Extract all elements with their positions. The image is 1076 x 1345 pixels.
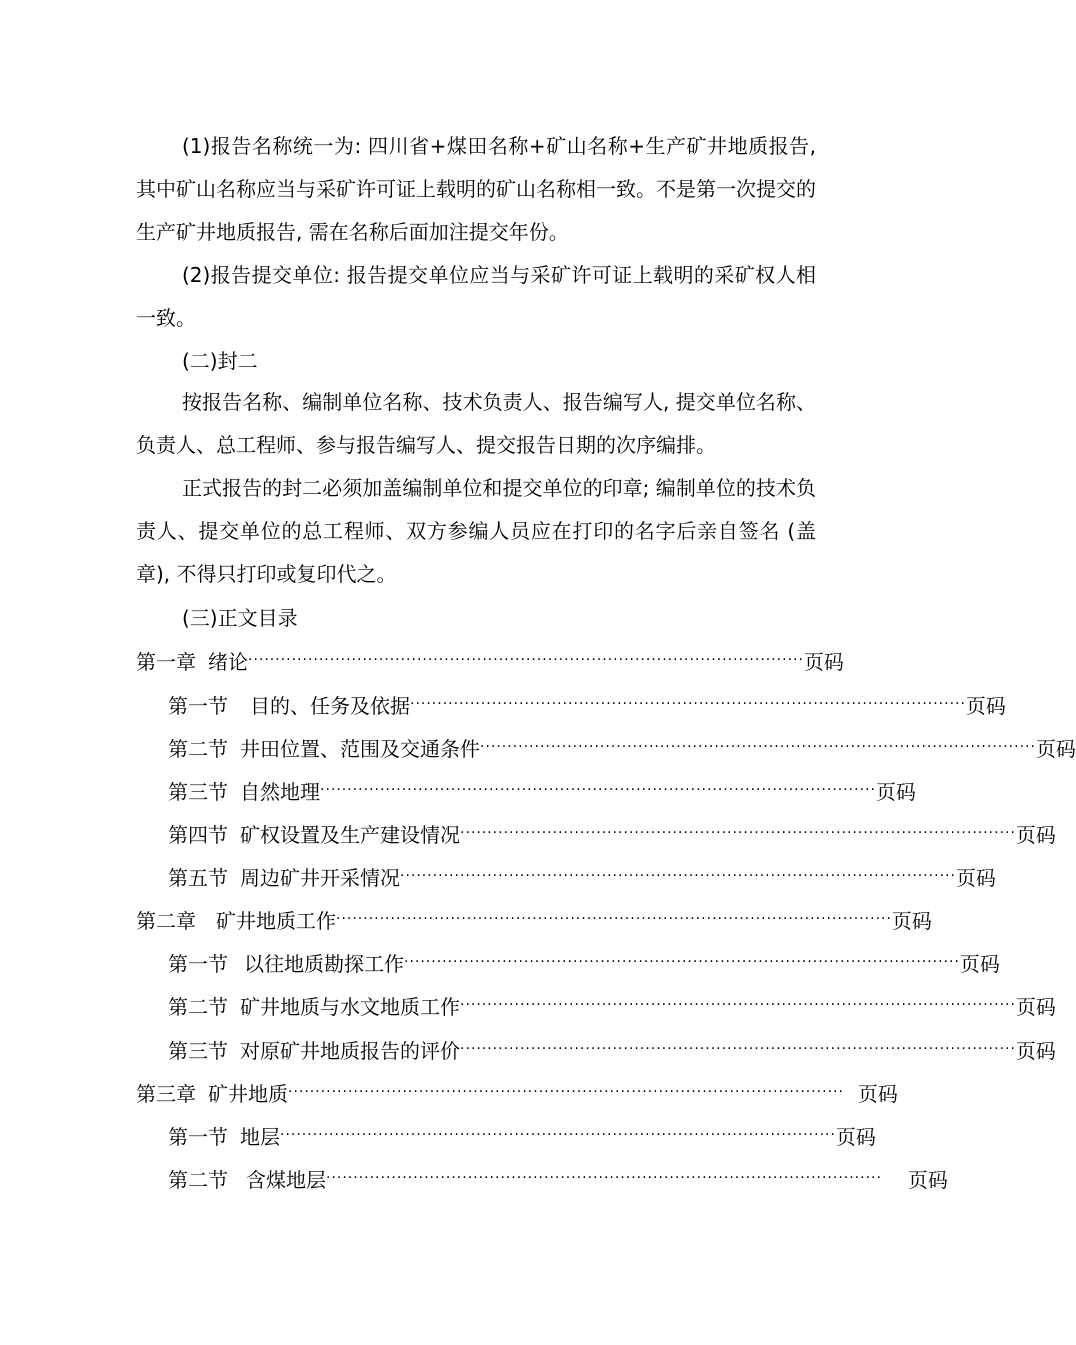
toc-row — [136, 904, 932, 934]
toc-page-label: 页码 — [959, 951, 1000, 976]
toc-row — [168, 990, 1056, 1020]
toc-page-label: 页码 — [891, 908, 932, 933]
toc-title: 绪论 — [208, 649, 248, 674]
toc-number: 第二节 — [168, 736, 228, 761]
toc-row — [168, 947, 1000, 977]
paragraph-submitting-unit: (2)报告提交单位: 报告提交单位应当与采矿许可证上载明的采矿权人相一致。 — [136, 263, 816, 330]
toc-dot-leader: ······································································································ — [460, 1041, 1016, 1057]
toc-dot-leader: ······································································································ — [248, 652, 804, 668]
toc-dot-leader: ······································································································ — [326, 1170, 882, 1186]
toc-title: 井田位置、范围及交通条件 — [240, 736, 480, 761]
toc-number: 第三节 — [168, 1038, 228, 1063]
toc-title: 矿井地质与水文地质工作 — [240, 994, 460, 1019]
toc-number: 第四节 — [168, 822, 228, 847]
toc-row — [168, 1120, 876, 1150]
paragraph-report-name: (1)报告名称统一为: 四川省+煤田名称+矿山名称+生产矿井地质报告, 其中矿山名称应当与采矿许可证上载明的矿山名称相一致。不是第一次提交的生产矿井地质报告, 需在名称后面加注提交年份。 — [136, 134, 816, 244]
toc-number: 第二节 — [168, 994, 228, 1019]
toc-dot-leader: ······································································································ — [460, 825, 1016, 841]
toc-title: 矿权设置及生产建设情况 — [240, 822, 460, 847]
toc-page-label: 页码 — [1015, 1038, 1056, 1063]
toc-title: 矿井地质工作 — [216, 908, 336, 933]
toc-page-label: 页码 — [965, 693, 1006, 718]
toc-title: 目的、任务及依据 — [250, 693, 410, 718]
toc-dot-leader: ······································································································ — [460, 997, 1016, 1013]
toc-dot-leader: ······································································································ — [280, 1127, 836, 1143]
toc-dot-leader: ······································································································ — [288, 1084, 844, 1100]
toc-number: 第三章 — [136, 1081, 196, 1106]
toc-title: 含煤地层 — [246, 1167, 326, 1192]
toc-page-label: 页码 — [1015, 822, 1056, 847]
toc-number: 第一节 — [168, 951, 228, 976]
toc-row — [168, 775, 916, 805]
toc-row — [168, 1163, 948, 1193]
toc-page-label: 页码 — [1015, 994, 1056, 1019]
toc-number: 第二章 — [136, 908, 196, 933]
toc-dot-leader: ······································································································ — [400, 868, 956, 884]
toc-dot-leader: ······································································································ — [336, 911, 892, 927]
toc-row — [136, 645, 844, 675]
toc-page-label: 页码 — [875, 779, 916, 804]
toc-number: 第一节 — [168, 693, 228, 718]
toc-dot-leader: ······································································································ — [410, 696, 966, 712]
toc-row — [136, 1077, 898, 1107]
toc-page-label: 页码 — [907, 1167, 948, 1192]
heading-inner-cover: (二)封二 — [182, 349, 258, 373]
toc-dot-leader: ······································································································ — [404, 954, 960, 970]
paragraph-inner-cover-order: 按报告名称、编制单位名称、技术负责人、报告编写人, 提交单位名称、负责人、总工程师、参与报告编写人、提交报告日期的次序编排。 — [136, 390, 816, 457]
toc-number: 第一章 — [136, 649, 196, 674]
toc-page-label: 页码 — [835, 1124, 876, 1149]
toc-page-label: 页码 — [857, 1081, 898, 1106]
toc-number: 第五节 — [168, 865, 228, 890]
toc-number: 第一节 — [168, 1124, 228, 1149]
toc-page-label: 页码 — [803, 649, 844, 674]
toc-row — [168, 1034, 1056, 1064]
toc-number: 第二节 — [168, 1167, 228, 1192]
toc-page-label: 页码 — [1035, 736, 1076, 761]
toc-dot-leader: ······································································································ — [480, 739, 1036, 755]
toc-number: 第三节 — [168, 779, 228, 804]
toc-row — [168, 732, 1076, 762]
toc-title: 周边矿井开采情况 — [240, 865, 400, 890]
toc-row — [168, 861, 996, 891]
toc-title: 地层 — [240, 1124, 280, 1149]
heading-toc: (三)正文目录 — [182, 606, 298, 630]
toc-row — [168, 689, 1006, 719]
toc-title: 自然地理 — [240, 779, 320, 804]
toc-title: 矿井地质 — [208, 1081, 288, 1106]
toc-title: 以往地质勘探工作 — [244, 951, 404, 976]
toc-page-label: 页码 — [955, 865, 996, 890]
toc-dot-leader: ······································································································ — [320, 782, 876, 798]
paragraph-inner-cover-seal: 正式报告的封二必须加盖编制单位和提交单位的印章; 编制单位的技术负责人、提交单位的总工程师、双方参编人员应在打印的名字后亲自签名 (盖章), 不得只打印或复印代之。 — [136, 476, 816, 586]
toc-row — [168, 818, 1056, 848]
toc-title: 对原矿井地质报告的评价 — [240, 1038, 460, 1063]
